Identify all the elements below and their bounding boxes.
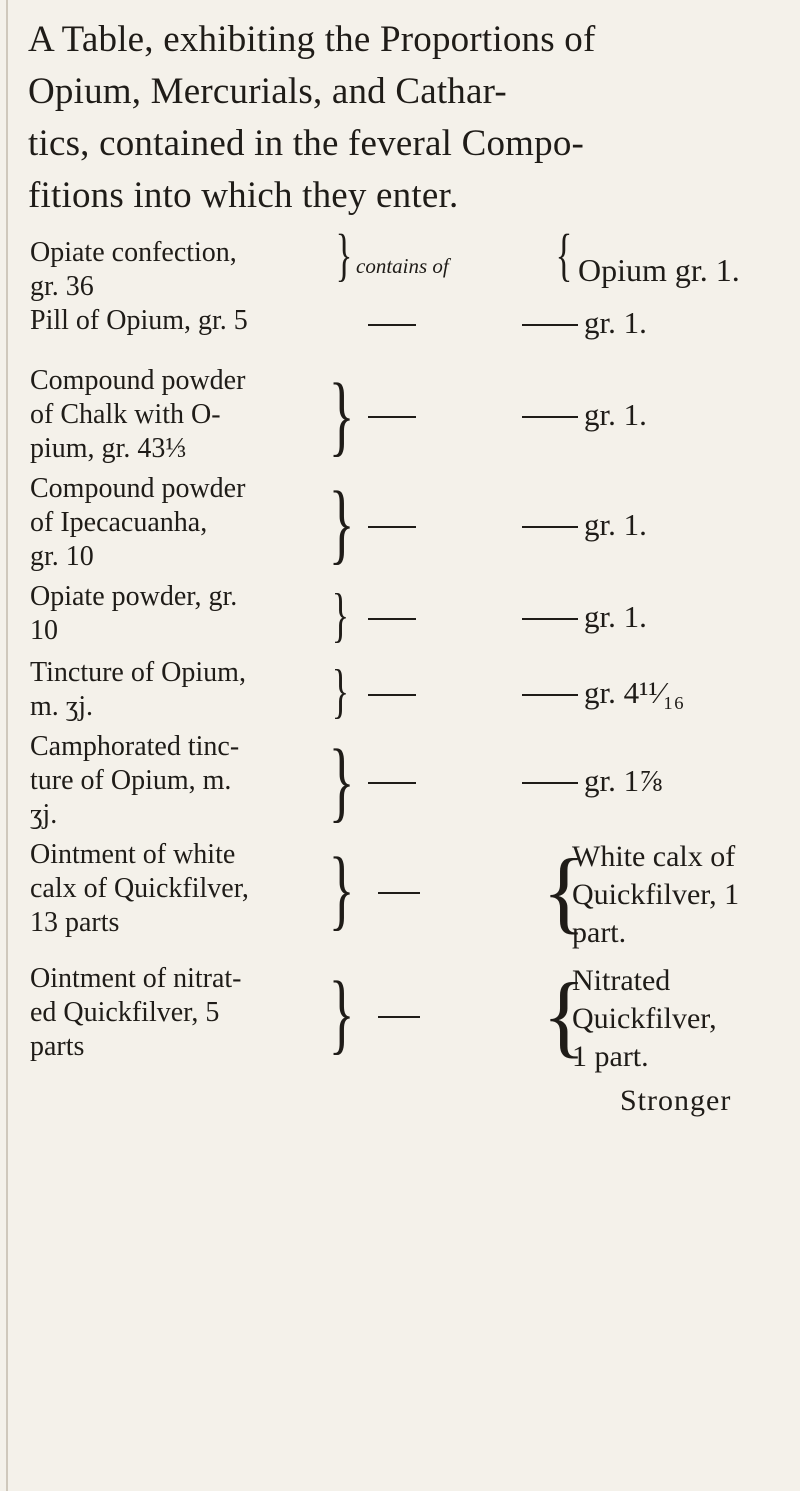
right-brace: } xyxy=(335,222,353,287)
right-brace: } xyxy=(328,964,355,1063)
opium-amount: gr. 1⅞ xyxy=(584,763,663,798)
composition-name: Tincture of Opium, m. ʒj. xyxy=(30,657,246,722)
composition-name: Ointment of white calx of Quickfilver, 13 parts xyxy=(30,839,249,938)
dash-rule xyxy=(378,1016,420,1018)
dash-rule xyxy=(368,694,416,696)
dash-rule xyxy=(522,782,578,784)
dash-rule xyxy=(368,618,416,620)
opium-heading: Opium gr. 1. xyxy=(578,252,740,288)
composition-name: Pill of Opium, gr. 5 xyxy=(30,305,248,336)
composition-name: Opiate powder, gr. 10 xyxy=(30,581,238,646)
right-brace: } xyxy=(328,840,355,939)
opium-amount: gr. 1. xyxy=(584,507,647,542)
left-brace: { xyxy=(542,840,587,942)
dash-rule xyxy=(368,526,416,528)
right-brace: } xyxy=(328,474,355,573)
title-line-1: A Table, exhibiting the Proportions of xyxy=(28,19,596,60)
page-edge xyxy=(6,0,8,1491)
opium-amount: gr. 1. xyxy=(584,397,647,432)
title-line-2: Opium, Mercurials, and Cathar- xyxy=(28,71,507,112)
right-brace: } xyxy=(331,582,350,648)
dash-rule xyxy=(368,416,416,418)
dash-rule xyxy=(522,694,578,696)
dash-rule xyxy=(368,324,416,326)
right-brace: } xyxy=(328,732,355,831)
left-brace: { xyxy=(542,964,587,1066)
dash-rule xyxy=(368,782,416,784)
left-brace: { xyxy=(555,222,573,287)
right-brace: } xyxy=(328,366,355,465)
opium-amount: gr. 4¹¹⁄₁₆ xyxy=(584,675,685,710)
title-line-4: fitions into which they enter. xyxy=(28,175,459,216)
composition-name: Compound powder of Chalk with O- pium, gr. 43⅓ xyxy=(30,365,246,464)
table-title xyxy=(28,14,788,222)
contains-label: contains of xyxy=(356,254,449,278)
title-line-3: tics, contained in the feveral Compo- xyxy=(28,123,585,164)
composition-name: Ointment of nitrat- ed Quickfilver, 5 parts xyxy=(30,963,242,1062)
opium-amount: gr. 1. xyxy=(584,305,647,340)
composition-name: Compound powder of Ipecacuanha, gr. 10 xyxy=(30,473,246,572)
mercury-proportion: Nitrated Quickfilver, 1 part. xyxy=(572,964,717,1073)
dash-rule xyxy=(522,526,578,528)
mercury-proportion: White calx of Quickfilver, 1 part. xyxy=(572,840,740,949)
composition-name: Camphorated tinc- ture of Opium, m. ʒj. xyxy=(30,731,240,830)
dash-rule xyxy=(522,416,578,418)
composition-name: Opiate confection, gr. 36 xyxy=(30,237,237,302)
dash-rule xyxy=(378,892,420,894)
dash-rule xyxy=(522,618,578,620)
catchword: Stronger xyxy=(620,1084,732,1117)
opium-amount: gr. 1. xyxy=(584,599,647,634)
dash-rule xyxy=(522,324,578,326)
right-brace: } xyxy=(331,658,350,724)
